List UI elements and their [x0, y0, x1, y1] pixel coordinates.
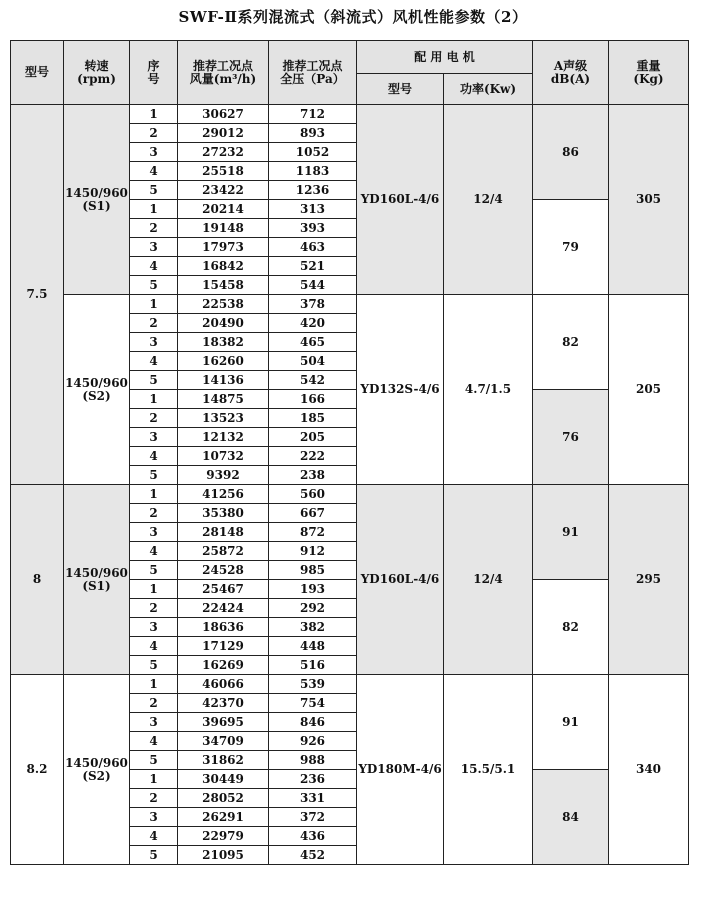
pressure-cell: 420 — [269, 314, 357, 333]
flow-cell: 13523 — [178, 409, 269, 428]
flow-cell: 21095 — [178, 846, 269, 865]
seq-cell: 2 — [130, 789, 178, 808]
flow-cell: 15458 — [178, 276, 269, 295]
flow-cell: 27232 — [178, 143, 269, 162]
header-flow-line2: 风量(m³/h) — [189, 71, 257, 86]
pressure-cell: 1183 — [269, 162, 357, 181]
pressure-cell: 166 — [269, 390, 357, 409]
header-noise — [533, 41, 609, 105]
flow-cell: 25872 — [178, 542, 269, 561]
speed-value: 1450/960 — [65, 375, 128, 390]
seq-cell: 5 — [130, 466, 178, 485]
speed-cell — [64, 675, 130, 865]
seq-cell: 5 — [130, 751, 178, 770]
header-pressure-line1: 推荐工况点 — [282, 58, 343, 73]
speed-value: 1450/960 — [65, 185, 128, 200]
noise-cell: 86 — [533, 105, 609, 200]
seq-cell: 4 — [130, 637, 178, 656]
speed-stage: (S2) — [82, 768, 111, 783]
pressure-cell: 378 — [269, 295, 357, 314]
noise-cell: 79 — [533, 200, 609, 295]
seq-cell: 5 — [130, 846, 178, 865]
pressure-cell: 712 — [269, 105, 357, 124]
pressure-cell: 1236 — [269, 181, 357, 200]
noise-cell: 84 — [533, 770, 609, 865]
seq-cell: 1 — [130, 485, 178, 504]
pressure-cell: 544 — [269, 276, 357, 295]
weight-cell: 295 — [609, 485, 689, 675]
model-cell: 8.2 — [11, 675, 64, 865]
pressure-cell: 872 — [269, 523, 357, 542]
flow-cell: 25467 — [178, 580, 269, 599]
seq-cell: 3 — [130, 618, 178, 637]
flow-cell: 17129 — [178, 637, 269, 656]
flow-cell: 28052 — [178, 789, 269, 808]
pressure-cell: 926 — [269, 732, 357, 751]
header-model: 型号 — [11, 41, 64, 105]
pressure-cell: 436 — [269, 827, 357, 846]
flow-cell: 16842 — [178, 257, 269, 276]
seq-cell: 4 — [130, 352, 178, 371]
weight-cell: 340 — [609, 675, 689, 865]
motor-power-cell: 15.5/5.1 — [444, 675, 533, 865]
motor-power-cell: 12/4 — [444, 485, 533, 675]
flow-cell: 22424 — [178, 599, 269, 618]
pressure-cell: 516 — [269, 656, 357, 675]
seq-cell: 3 — [130, 713, 178, 732]
seq-cell: 4 — [130, 827, 178, 846]
header-weight-line2: (Kg) — [633, 71, 664, 86]
seq-cell: 2 — [130, 314, 178, 333]
seq-cell: 2 — [130, 599, 178, 618]
seq-cell: 2 — [130, 694, 178, 713]
flow-cell: 22538 — [178, 295, 269, 314]
seq-cell: 4 — [130, 447, 178, 466]
header-speed-unit: (rpm) — [77, 71, 116, 86]
seq-cell: 2 — [130, 409, 178, 428]
pressure-cell: 382 — [269, 618, 357, 637]
seq-cell: 3 — [130, 238, 178, 257]
flow-cell: 14136 — [178, 371, 269, 390]
seq-cell: 1 — [130, 105, 178, 124]
header-noise-line1: A声级 — [553, 58, 588, 73]
noise-cell: 91 — [533, 485, 609, 580]
seq-cell: 3 — [130, 428, 178, 447]
pressure-cell: 539 — [269, 675, 357, 694]
header-motor-power: 功率(Kw) — [444, 74, 533, 105]
model-cell: 8 — [11, 485, 64, 675]
pressure-cell: 393 — [269, 219, 357, 238]
pressure-cell: 236 — [269, 770, 357, 789]
speed-value: 1450/960 — [65, 755, 128, 770]
flow-cell: 41256 — [178, 485, 269, 504]
flow-cell: 12132 — [178, 428, 269, 447]
pressure-cell: 893 — [269, 124, 357, 143]
table-row — [11, 675, 689, 694]
seq-cell: 1 — [130, 390, 178, 409]
speed-stage: (S2) — [82, 388, 111, 403]
pressure-cell: 372 — [269, 808, 357, 827]
seq-cell: 5 — [130, 276, 178, 295]
table-row — [11, 105, 689, 124]
flow-cell: 34709 — [178, 732, 269, 751]
page-title: SWF-Ⅱ系列混流式（斜流式）风机性能参数（2） — [178, 8, 528, 26]
seq-cell: 3 — [130, 808, 178, 827]
flow-cell: 18636 — [178, 618, 269, 637]
flow-cell: 42370 — [178, 694, 269, 713]
pressure-cell: 331 — [269, 789, 357, 808]
seq-cell: 1 — [130, 580, 178, 599]
header-weight — [609, 41, 689, 105]
motor-model-cell: YD180M-4/6 — [357, 675, 444, 865]
pressure-cell: 988 — [269, 751, 357, 770]
header-noise-line2: dB(A) — [550, 71, 591, 86]
flow-cell: 30449 — [178, 770, 269, 789]
header-seq-line2: 号 — [147, 71, 160, 86]
pressure-cell: 313 — [269, 200, 357, 219]
speed-cell — [64, 295, 130, 485]
pressure-cell: 542 — [269, 371, 357, 390]
motor-power-cell: 4.7/1.5 — [444, 295, 533, 485]
seq-cell: 4 — [130, 732, 178, 751]
seq-cell: 4 — [130, 257, 178, 276]
pressure-cell: 521 — [269, 257, 357, 276]
flow-cell: 16260 — [178, 352, 269, 371]
flow-cell: 14875 — [178, 390, 269, 409]
motor-power-cell: 12/4 — [444, 105, 533, 295]
motor-model-cell: YD160L-4/6 — [357, 105, 444, 295]
flow-cell: 24528 — [178, 561, 269, 580]
pressure-cell: 667 — [269, 504, 357, 523]
seq-cell: 1 — [130, 295, 178, 314]
fan-performance-table — [10, 40, 689, 865]
flow-cell: 35380 — [178, 504, 269, 523]
flow-cell: 31862 — [178, 751, 269, 770]
flow-cell: 9392 — [178, 466, 269, 485]
header-flow-line1: 推荐工况点 — [192, 58, 253, 73]
flow-cell: 23422 — [178, 181, 269, 200]
pressure-cell: 463 — [269, 238, 357, 257]
header-speed-label: 转速 — [84, 58, 109, 73]
noise-cell: 82 — [533, 580, 609, 675]
seq-cell: 5 — [130, 561, 178, 580]
flow-cell: 39695 — [178, 713, 269, 732]
seq-cell: 1 — [130, 675, 178, 694]
seq-cell: 2 — [130, 504, 178, 523]
pressure-cell: 205 — [269, 428, 357, 447]
header-speed — [64, 41, 130, 105]
speed-value: 1450/960 — [65, 565, 128, 580]
pressure-cell: 912 — [269, 542, 357, 561]
flow-cell: 25518 — [178, 162, 269, 181]
flow-cell: 28148 — [178, 523, 269, 542]
seq-cell: 5 — [130, 371, 178, 390]
header-seq-line1: 序 — [147, 58, 160, 73]
flow-cell: 30627 — [178, 105, 269, 124]
pressure-cell: 452 — [269, 846, 357, 865]
seq-cell: 3 — [130, 143, 178, 162]
flow-cell: 20490 — [178, 314, 269, 333]
header-flow — [178, 41, 269, 105]
header-seq — [130, 41, 178, 105]
flow-cell: 19148 — [178, 219, 269, 238]
pressure-cell: 193 — [269, 580, 357, 599]
speed-stage: (S1) — [82, 578, 111, 593]
table-row — [11, 295, 689, 314]
table-row — [11, 485, 689, 504]
speed-cell — [64, 485, 130, 675]
pressure-cell: 292 — [269, 599, 357, 618]
pressure-cell: 504 — [269, 352, 357, 371]
model-cell: 7.5 — [11, 105, 64, 485]
header-motor: 配 用 电 机 — [357, 41, 533, 74]
header-weight-line1: 重量 — [636, 58, 661, 73]
pressure-cell: 238 — [269, 466, 357, 485]
pressure-cell: 754 — [269, 694, 357, 713]
flow-cell: 46066 — [178, 675, 269, 694]
pressure-cell: 846 — [269, 713, 357, 732]
seq-cell: 2 — [130, 219, 178, 238]
pressure-cell: 448 — [269, 637, 357, 656]
seq-cell: 3 — [130, 523, 178, 542]
pressure-cell: 985 — [269, 561, 357, 580]
header-motor-model: 型号 — [357, 74, 444, 105]
seq-cell: 5 — [130, 656, 178, 675]
noise-cell: 91 — [533, 675, 609, 770]
flow-cell: 29012 — [178, 124, 269, 143]
seq-cell: 3 — [130, 333, 178, 352]
pressure-cell: 465 — [269, 333, 357, 352]
seq-cell: 1 — [130, 200, 178, 219]
pressure-cell: 1052 — [269, 143, 357, 162]
speed-stage: (S1) — [82, 198, 111, 213]
noise-cell: 82 — [533, 295, 609, 390]
header-pressure — [269, 41, 357, 105]
flow-cell: 20214 — [178, 200, 269, 219]
seq-cell: 5 — [130, 181, 178, 200]
motor-model-cell: YD132S-4/6 — [357, 295, 444, 485]
flow-cell: 26291 — [178, 808, 269, 827]
header-pressure-line2: 全压（Pa） — [280, 71, 345, 86]
weight-cell: 205 — [609, 295, 689, 485]
flow-cell: 17973 — [178, 238, 269, 257]
noise-cell: 76 — [533, 390, 609, 485]
seq-cell: 4 — [130, 162, 178, 181]
flow-cell: 16269 — [178, 656, 269, 675]
flow-cell: 10732 — [178, 447, 269, 466]
seq-cell: 2 — [130, 124, 178, 143]
speed-cell — [64, 105, 130, 295]
pressure-cell: 185 — [269, 409, 357, 428]
seq-cell: 1 — [130, 770, 178, 789]
motor-model-cell: YD160L-4/6 — [357, 485, 444, 675]
flow-cell: 18382 — [178, 333, 269, 352]
weight-cell: 305 — [609, 105, 689, 295]
seq-cell: 4 — [130, 542, 178, 561]
pressure-cell: 560 — [269, 485, 357, 504]
pressure-cell: 222 — [269, 447, 357, 466]
flow-cell: 22979 — [178, 827, 269, 846]
